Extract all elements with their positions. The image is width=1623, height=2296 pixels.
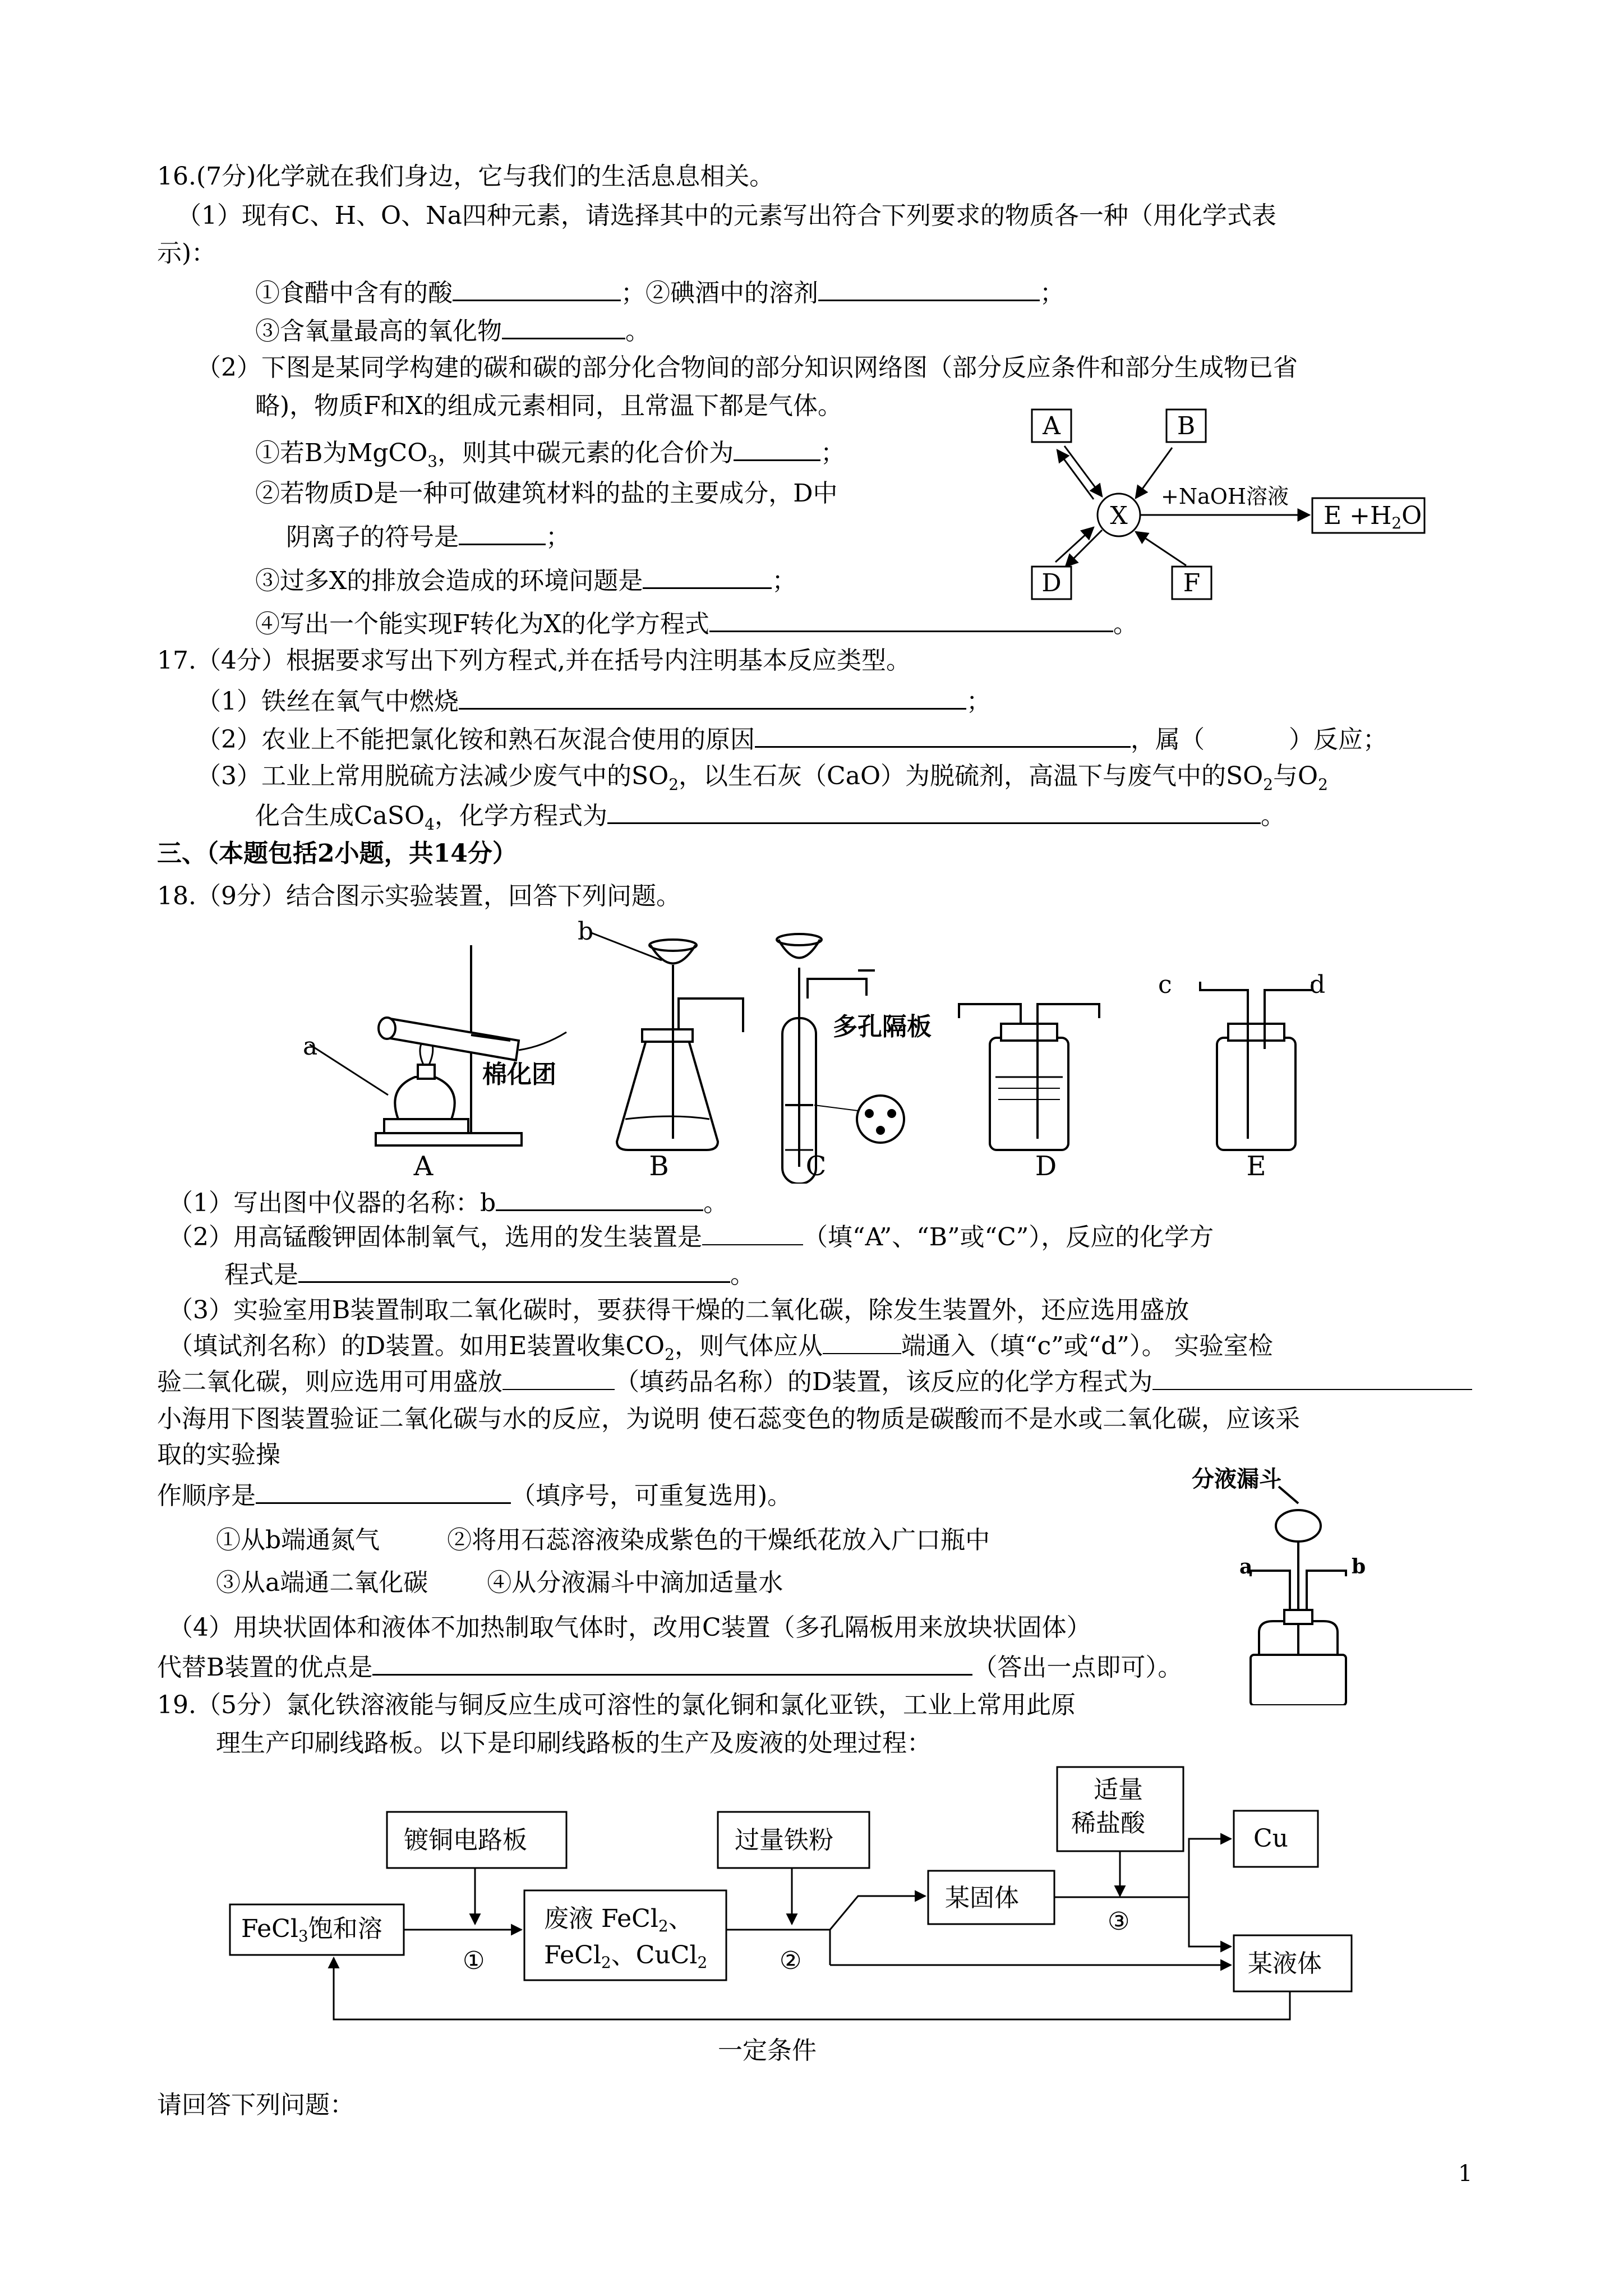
answer-blank[interactable]: [607, 798, 1261, 824]
q18-part3-line4: 小海用下图装置验证二氧化碳与水的反应，为说明 使石蕊变色的物质是碳酸而不是水或二氧化碳，应该采: [157, 1405, 1300, 1433]
q16-sub4: [255, 606, 1138, 641]
answer-blank[interactable]: [453, 275, 621, 301]
q17-item2-text: （2）农业上不能把氯化铵和熟石灰混合使用的原因: [196, 725, 755, 754]
section-3-heading: 三、（本题包括2小题，共14分）: [157, 839, 517, 868]
pcb-process-flowchart: [213, 1756, 1391, 2070]
apparatus-e: [1200, 982, 1312, 1150]
node-d-label: D: [1041, 569, 1062, 597]
step-2-label: ②: [780, 1947, 802, 1975]
option-4: ④从分液漏斗中滴加适量水: [487, 1568, 783, 1597]
q18-part3-text7: （填序号，可重复选用)。: [511, 1481, 792, 1510]
punct: 。: [703, 1189, 728, 1217]
q16-sub1-text: ①若B为MgCO: [255, 439, 428, 467]
caption-D: D: [1035, 1151, 1057, 1182]
q16-sub2-line2: [286, 519, 570, 554]
waste-sub1: 2: [658, 1917, 668, 1935]
fecl3-post: 饱和溶: [308, 1915, 382, 1943]
answer-blank[interactable]: [823, 1328, 901, 1354]
fecl3-text: FeCl: [241, 1915, 298, 1943]
caption-A: A: [413, 1151, 434, 1182]
q16-part2-line1: （2）下图是某同学构建的碳和碳的部分化合物间的部分知识网络图（部分反应条件和部分生成物已省: [196, 353, 1298, 382]
q16-item3: [255, 313, 650, 348]
caption-E: E: [1246, 1151, 1266, 1182]
box-iron-label: 过量铁粉: [735, 1826, 833, 1855]
q19-ask: 请回答下列问题：: [157, 2091, 354, 2119]
punct: ；: [820, 439, 846, 467]
q18-part3-text6: 作顺序是: [157, 1481, 256, 1510]
node-e-label: [1324, 501, 1422, 532]
waste-text1: 废液 FeCl: [544, 1904, 658, 1933]
punct: 。: [1113, 610, 1138, 638]
q18-part4-line2: [157, 1649, 1182, 1685]
q17-item1-text: （1）铁丝在氧气中燃烧: [196, 687, 459, 716]
q17-item3-line1: [196, 760, 1328, 802]
separating-funnel-figure: [1183, 1458, 1408, 1705]
q18-title: 18.（9分）结合图示实验装置，回答下列问题。: [157, 882, 681, 910]
subscript: 2: [1263, 775, 1274, 794]
q18-part3-line1: （3）实验室用B装置制取二氧化碳时，要获得干燥的二氧化碳，除发生装置外，还应选用盛放: [168, 1296, 1189, 1324]
box-acid-line1: 适量: [1094, 1775, 1143, 1804]
e-sub: 2: [1391, 514, 1402, 532]
fecl3-sub: 3: [298, 1927, 308, 1945]
answer-blank[interactable]: [502, 313, 625, 339]
q17-item3-line2: [255, 798, 1285, 841]
box-acid-line2: 稀盐酸: [1071, 1809, 1145, 1838]
label-a: a: [303, 1032, 318, 1061]
q18-part4-line1: （4）用块状固体和液体不加热制取气体时，改用C装置（多孔隔板用来放块状固体）: [168, 1613, 1091, 1642]
e-post: O: [1401, 501, 1422, 530]
answer-blank[interactable]: [459, 519, 546, 545]
q18-part2-line2: [224, 1257, 755, 1292]
q17-item2-end: ）反应；: [1289, 725, 1387, 754]
q18-part3-line5: 取的实验操: [157, 1441, 280, 1469]
node-f-label: F: [1183, 569, 1201, 597]
page-number: 1: [1458, 2161, 1473, 2187]
waste-text3: FeCl: [544, 1941, 601, 1970]
answer-blank[interactable]: [702, 1220, 803, 1245]
q16-item1-text: ①食醋中含有的酸: [255, 279, 453, 307]
q16-part1-line1: （1）现有C、H、O、Na四种元素，请选择其中的元素写出符合下列要求的物质各一种（用化学式表: [177, 201, 1276, 230]
q18-part3-text2: ，则气体应从: [674, 1332, 823, 1360]
q17-item3-text4: 化合生成CaSO: [255, 802, 425, 830]
box-liquid-label: 某液体: [1248, 1949, 1322, 1978]
q16-title: 16.(7分)化学就在我们身边，它与我们的生活息息相关。: [157, 162, 774, 191]
funnel-label-b: b: [1352, 1555, 1366, 1579]
lab-apparatus-figure: [303, 920, 1368, 1184]
waste-text2: 、: [668, 1904, 693, 1933]
q18-part3-text1: （填试剂名称）的D装置。如用E装置收集CO: [168, 1332, 665, 1360]
node-x-label: X: [1110, 501, 1128, 530]
box-waste-line1: [544, 1904, 693, 1935]
box-solid-label: 某固体: [945, 1884, 1019, 1912]
e-pre: E +H: [1324, 501, 1392, 530]
step-1-label: ①: [463, 1947, 485, 1975]
box-cu-label: Cu: [1253, 1824, 1289, 1853]
step-3-label: ③: [1108, 1907, 1130, 1936]
label-d: d: [1310, 970, 1326, 999]
funnel-label-a: a: [1239, 1555, 1253, 1579]
waste-text4: 、CuCl: [611, 1941, 698, 1970]
carbon-network-diagram: [1009, 404, 1458, 611]
answer-blank[interactable]: [298, 1257, 730, 1283]
q17-item3-text3: 与O: [1273, 762, 1318, 790]
q17-item1: [196, 683, 991, 719]
q18-part4-text1: 代替B装置的优点是: [157, 1653, 373, 1682]
punct: 。: [730, 1260, 755, 1289]
punct: ；: [546, 523, 570, 551]
waste-sub2: 2: [601, 1953, 611, 1972]
punct: ；: [772, 567, 797, 595]
q18-part2-line1: [168, 1220, 1214, 1254]
q18-part3-line6: [157, 1478, 792, 1513]
subscript: 4: [425, 815, 435, 834]
q16-sub3-text: ③过多X的排放会造成的环境问题是: [255, 567, 643, 595]
q16-sub2-text: 阴离子的符号是: [286, 523, 459, 551]
q17-item2-mid: ，属（: [1131, 725, 1205, 754]
subscript: 2: [668, 775, 679, 794]
answer-blank[interactable]: [496, 1185, 703, 1211]
option-3: ③从a端通二氧化碳: [216, 1568, 428, 1597]
q16-item2-text: ；②碘酒中的溶剂: [621, 279, 818, 307]
label-b: b: [578, 920, 594, 946]
apparatus-d: [959, 1004, 1099, 1150]
label-mianhuatuan: 棉化团: [482, 1060, 556, 1089]
apparatus-a: [310, 945, 566, 1145]
funnel-label: 分液漏斗: [1192, 1466, 1281, 1492]
q16-item3-text: ③含氧量最高的氧化物: [255, 317, 502, 346]
q18-part2-end: （填“A”、“B”或“C”），反应的化学方: [803, 1223, 1214, 1251]
subscript: 3: [427, 452, 438, 471]
q18-part2-text: （2）用高锰酸钾固体制氧气，选用的发生装置是: [168, 1223, 702, 1251]
q18-part3-text4: 验二氧化碳，则应选用可用盛放: [157, 1368, 502, 1396]
option-2: ②将用石蕊溶液染成紫色的干燥纸花放入广口瓶中: [447, 1526, 990, 1554]
answer-blank[interactable]: [1152, 1364, 1472, 1390]
box-fecl3-label: [241, 1915, 382, 1945]
naoh-label: +NaOH溶液: [1161, 484, 1289, 509]
q18-part1: [168, 1185, 728, 1220]
answer-blank[interactable]: [818, 275, 1040, 301]
apparatus-c: [777, 934, 904, 1184]
subscript: 2: [665, 1345, 675, 1364]
q16-sub1-text2: ，则其中碳元素的化合价为: [437, 439, 734, 467]
label-duokong: 多孔隔板: [833, 1013, 932, 1041]
q18-part2-text2: 程式是: [224, 1260, 298, 1289]
punct: ；: [966, 687, 991, 716]
answer-blank[interactable]: [459, 683, 966, 710]
q18-part1-text: （1）写出图中仪器的名称：b: [168, 1189, 496, 1217]
q16-sub2-line1: ②若物质D是一种可做建筑材料的盐的主要成分，D中: [255, 479, 838, 508]
caption-C: C: [805, 1151, 827, 1182]
q18-part3-text3: 端通入（填“c”或“d”）。 实验室检: [901, 1332, 1273, 1360]
q19-title-line1: 19.（5分）氯化铁溶液能与铜反应生成可溶性的氯化铜和氯化亚铁，工业上常用此原: [157, 1691, 1076, 1719]
q18-part3-text5: （填药品名称）的D装置，该反应的化学方程式为: [615, 1368, 1153, 1396]
label-c: c: [1158, 970, 1172, 999]
option-1: ①从b端通氮气: [216, 1526, 380, 1554]
q19-title-line2: 理生产印刷线路板。以下是印刷线路板的生产及废液的处理过程：: [216, 1729, 932, 1757]
q16-item1: [255, 275, 1064, 310]
q17-item2: [196, 721, 1387, 757]
q17-title: 17.（4分）根据要求写出下列方程式,并在括号内注明基本反应类型。: [157, 646, 911, 675]
q18-part4-text2: （答出一点即可）。: [972, 1653, 1183, 1682]
condition-label: 一定条件: [718, 2036, 817, 2065]
q16-sub1: [255, 435, 845, 478]
node-b-label: B: [1177, 412, 1196, 440]
q17-item3-text2: ，以生石灰（CaO）为脱硫剂，高温下与废气中的SO: [679, 762, 1264, 790]
box-waste-line2: [544, 1941, 707, 1972]
waste-sub3: 2: [697, 1953, 708, 1972]
box-dutong-label: 镀铜电路板: [404, 1826, 527, 1855]
apparatus-b: [590, 932, 743, 1150]
punct: 。: [1260, 802, 1285, 830]
answer-blank[interactable]: [256, 1478, 511, 1504]
q18-part3-line3: [157, 1364, 1472, 1399]
punct: 。: [625, 317, 650, 346]
punct: ；: [1040, 279, 1064, 307]
node-a-label: A: [1043, 412, 1061, 440]
answer-blank[interactable]: [734, 435, 820, 461]
subscript: 2: [1318, 775, 1328, 794]
q16-part1-line2: 示)：: [157, 239, 216, 268]
answer-blank[interactable]: [502, 1364, 615, 1390]
answer-blank[interactable]: [755, 721, 1131, 748]
q16-part2-line2: 略)，物质F和X的组成元素相同，且常温下都是气体。: [255, 392, 843, 420]
q18-options-row2: [216, 1566, 783, 1600]
answer-blank[interactable]: [372, 1649, 972, 1676]
q17-item3-text1: （3）工业上常用脱硫方法减少废气中的SO: [196, 762, 669, 790]
q17-item3-text5: ，化学方程式为: [434, 802, 607, 830]
caption-B: B: [649, 1151, 669, 1182]
q16-sub4-text: ④写出一个能实现F转化为X的化学方程式: [255, 610, 709, 638]
answer-blank[interactable]: [643, 563, 772, 589]
q16-sub3: [255, 563, 796, 598]
q18-options-row1: [216, 1524, 990, 1557]
